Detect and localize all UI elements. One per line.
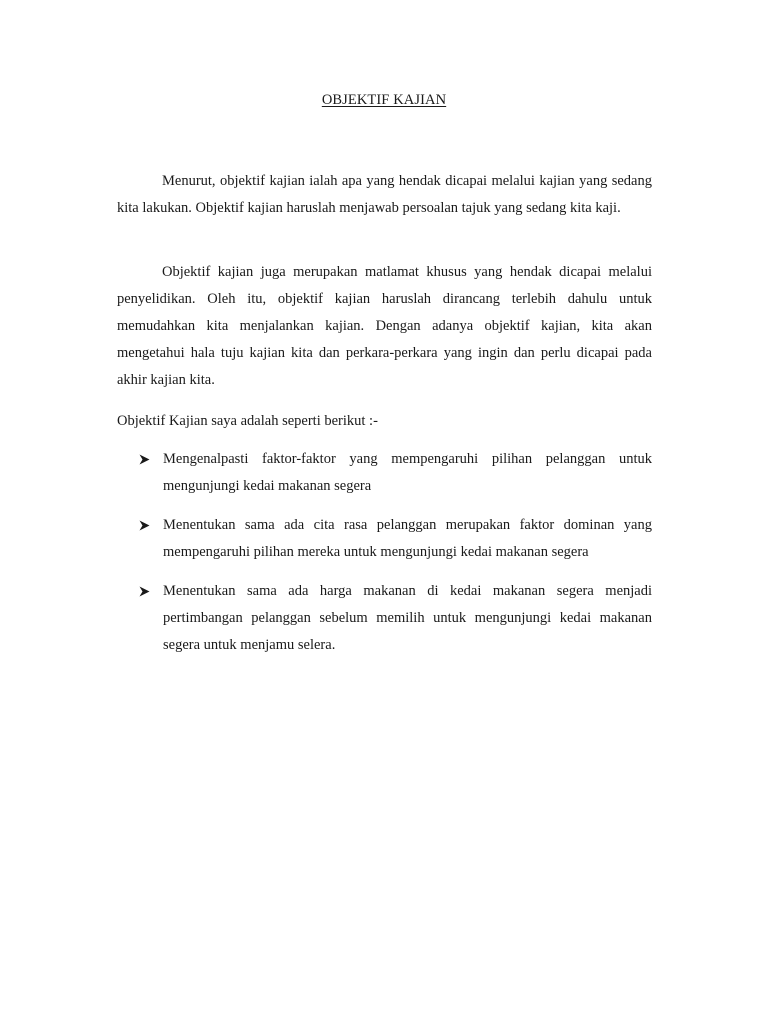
paragraph-definition: Menurut, objektif kajian ialah apa yang hendak dicapai melalui kajian yang sedang kita lakukan. Objektif kajian haruslah menjawab persoalan tajuk yang sedang kita kaji. xyxy=(117,173,652,216)
list-intro: Objektif Kajian saya adalah seperti berikut :- xyxy=(117,413,378,429)
objective-text: Menentukan sama ada harga makanan di kedai makanan segera menjadi pertimbangan pelanggan sebelum memilih untuk mengunjungi kedai makanan segera untuk menjamu selera. xyxy=(163,583,652,653)
objectives-list xyxy=(139,446,652,671)
objective-text: Menentukan sama ada cita rasa pelanggan merupakan faktor dominan yang mempengaruhi pilihan mereka untuk mengunjungi kedai makanan segera xyxy=(163,517,652,560)
arrowhead-bullet-icon xyxy=(139,520,150,531)
page-title: OBJEKTIF KAJIAN xyxy=(321,92,447,108)
paragraph-purpose: Objektif kajian juga merupakan matlamat khusus yang hendak dicapai melalui penyelidikan. Oleh itu, objektif kajian haruslah dirancang terlebih dahulu untuk memudahkan kita menjalankan kajian. Dengan adanya objektif kajian, kita akan mengetahui hala tuju kajian kita dan perkara-perkara yang ingin dan perlu dicapai pada akhir kajian kita. xyxy=(117,264,652,388)
list-item xyxy=(139,512,652,566)
objective-text: Mengenalpasti faktor-faktor yang mempengaruhi pilihan pelanggan untuk mengunjungi kedai makanan segera xyxy=(163,451,652,494)
arrowhead-bullet-icon xyxy=(139,586,150,597)
arrowhead-bullet-icon xyxy=(139,454,150,465)
list-item xyxy=(139,446,652,500)
list-item xyxy=(139,578,652,659)
